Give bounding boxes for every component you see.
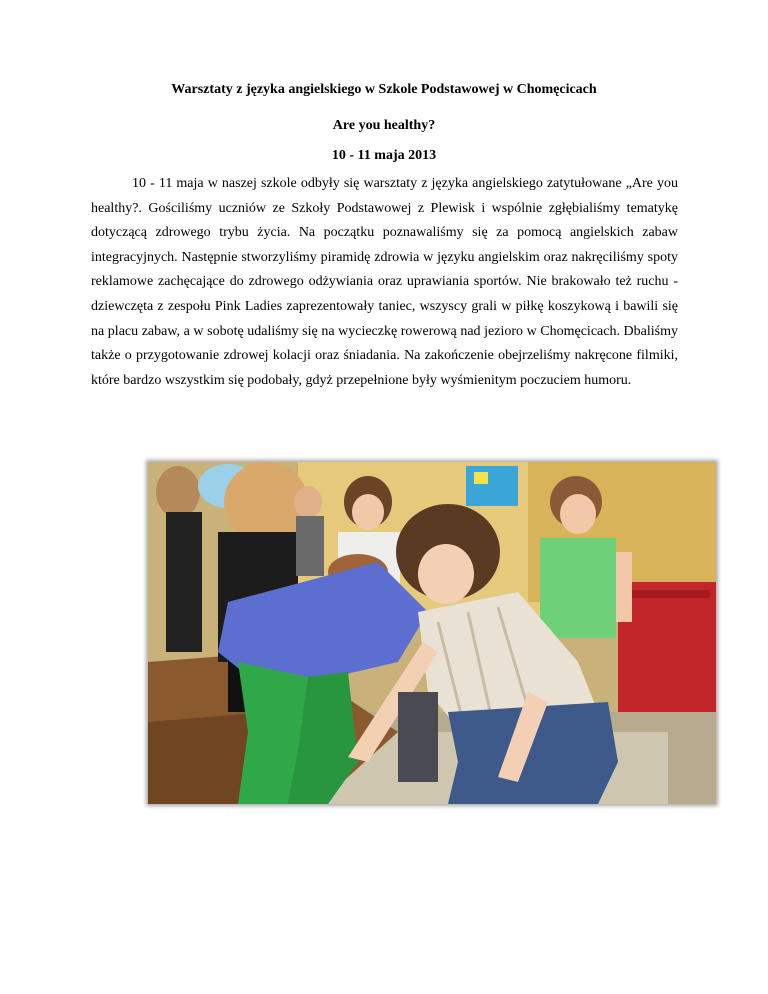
body-paragraph: 10 - 11 maja w naszej szkole odbyły się warsztaty z języka angielskiego zatytułowane „Are you healthy?. Gościliśmy uczniów ze Szkoły Podstawowej z Plewisk i wspólnie zgłębialiśmy tematykę dotyczącą zdrowego trybu życia. Na początku poznawaliśmy się za pomocą angielskich zabaw integracyjnych. Następnie stworzyliśmy piramidę zdrowia w języku angielskim oraz nakręciliśmy spoty reklamowe zachęcające do zdrowego odżywiania oraz uprawiania sportów. Nie brakowało też ruchu - dziewczęta z zespołu Pink Ladies zaprezentowały taniec, wszyscy grali w piłkę koszykową i bawili się na placu zabaw, a w sobotę udaliśmy się na wycieczkę rowerową nad jezioro w Chomęcicach. Dbaliśmy także o przygotowanie zdrowej kolacji oraz śniadania. Na zakończenie obejrzeliśmy nakręcone filmiki, które bardzo wszystkim się podobały, gdyż przepełnione były wyśmienitym poczuciem humoru.	[91, 176, 678, 388]
document-subheading: Are you healthy?	[332, 118, 436, 133]
workshop-photo	[148, 462, 716, 804]
document-date: 10 - 11 maja 2013	[331, 148, 437, 163]
document-heading: Warsztaty z języka angielskiego w Szkole Podstawowej w Chomęcicach	[171, 82, 597, 97]
